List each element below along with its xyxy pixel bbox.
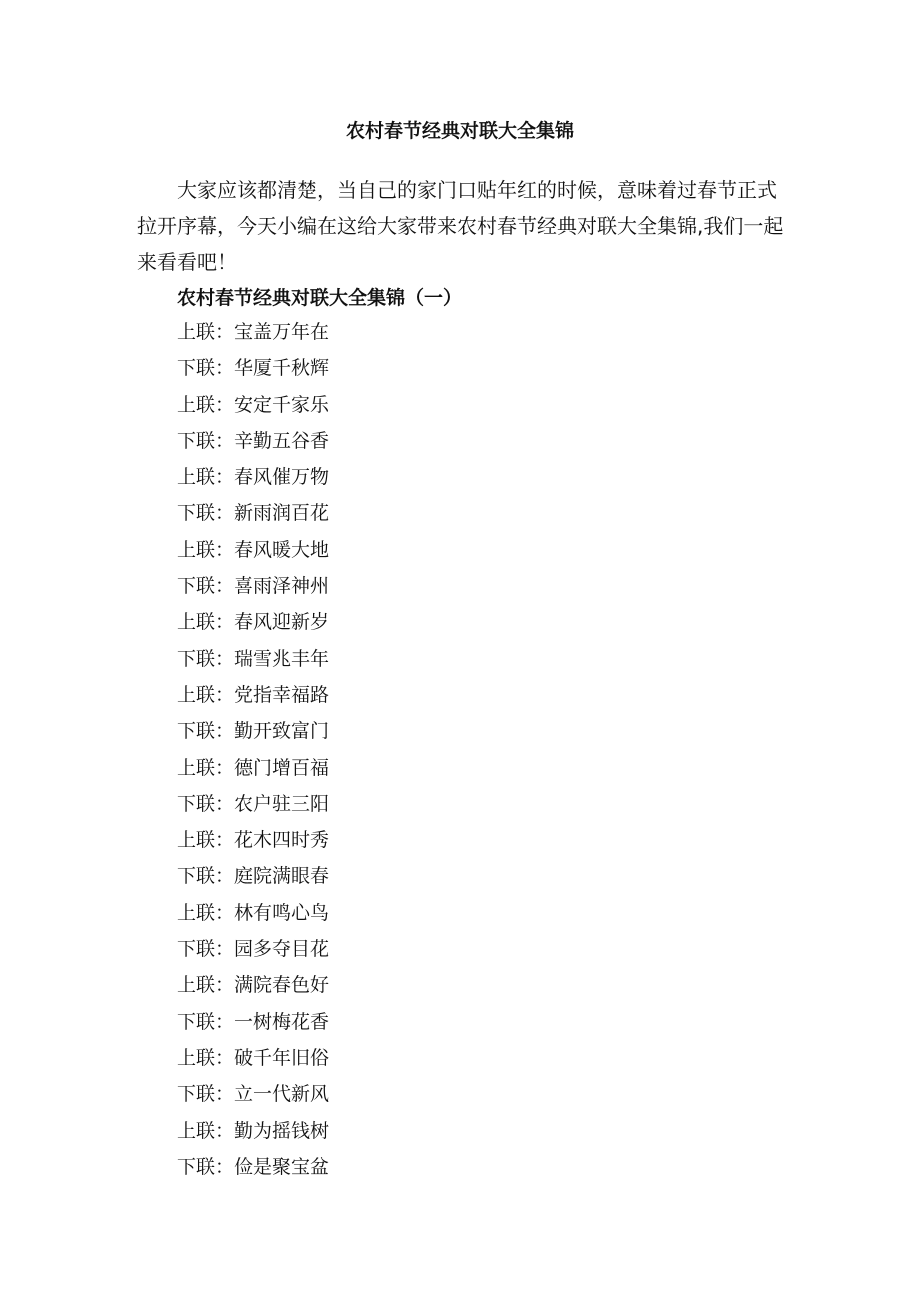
couplet-line: 下联：勤开致富门: [177, 720, 330, 743]
couplet-line: 下联：辛勤五谷香: [177, 429, 330, 452]
couplet-line: 下联：农户驻三阳: [177, 792, 330, 815]
couplet-line: 上联：花木四时秀: [177, 829, 330, 852]
couplet-line: 上联：破千年旧俗: [177, 1046, 330, 1069]
couplet-line: 下联：一树梅花香: [177, 1010, 330, 1033]
couplet-line: 上联：春风催万物: [177, 466, 330, 489]
couplet-line: 下联：俭是聚宝盆: [177, 1155, 330, 1178]
couplet-line: 下联：华厦千秋辉: [177, 357, 330, 380]
section-heading: 农村春节经典对联大全集锦（一）: [177, 287, 463, 309]
couplet-line: 下联：庭院满眼春: [177, 865, 330, 888]
couplet-line: 上联：党指幸福路: [177, 683, 330, 706]
intro-paragraph: 大家应该都清楚，当自己的家门口贴年红的时候，意味着过春节正式拉开序幕，今天小编在这给大家带来农村春节经典对联大全集锦,我们一起来看看吧！: [137, 178, 784, 274]
couplet-line: 下联：新雨润百花: [177, 502, 330, 525]
couplet-line: 上联：宝盖万年在: [177, 321, 330, 343]
couplet-line: 下联：瑞雪兆丰年: [177, 647, 330, 670]
couplet-line: 下联：园多夺目花: [177, 938, 330, 961]
couplet-line: 上联：春风暖大地: [177, 538, 330, 561]
couplet-line: 下联：喜雨泽神州: [177, 575, 330, 598]
couplet-line: 上联：满院春色好: [177, 974, 330, 997]
couplet-line: 上联：安定千家乐: [177, 393, 330, 416]
couplet-line: 上联：林有鸣心鸟: [177, 901, 330, 924]
couplet-line: 下联：立一代新风: [177, 1083, 330, 1106]
couplet-line: 上联：勤为摇钱树: [177, 1119, 330, 1142]
couplet-line: 上联：春风迎新岁: [177, 611, 330, 634]
document-title: 农村春节经典对联大全集锦: [345, 120, 574, 142]
couplet-line: 上联：德门增百福: [177, 756, 330, 779]
couplet-list: [177, 314, 329, 1185]
